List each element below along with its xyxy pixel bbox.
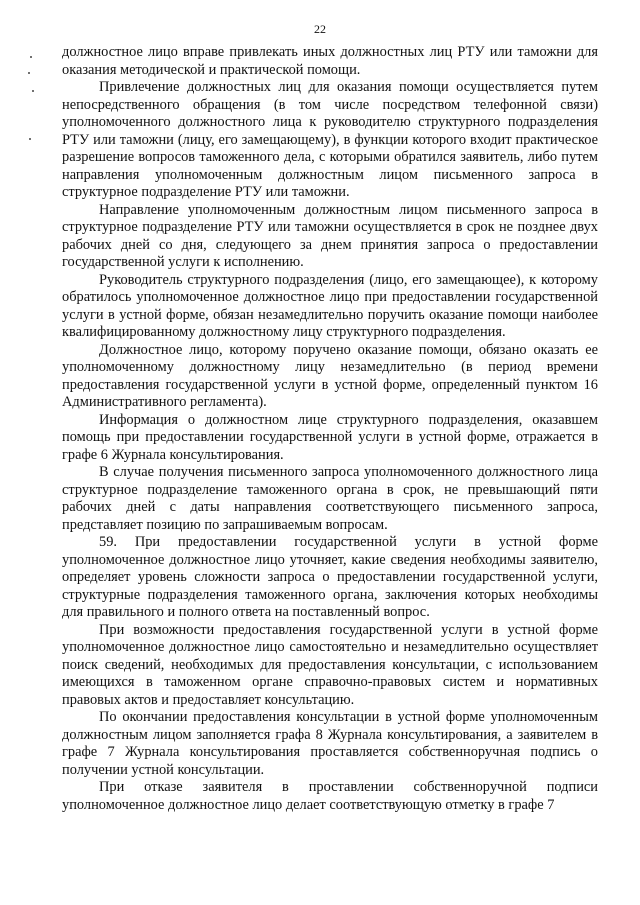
paragraph: Привлечение должностных лиц для оказания помощи осуществляется путем непосредственного обращения (в том числе посредством телефонной связи) уполномоченного должностного лица к руководителю структурного подразделения РТУ или таможни (лицу, его замещающему), в функции которого входит практическое разрешение вопросов таможенного дела, с которыми обратился заявитель, либо путем направления уполномоченным должностным лицом письменного запроса в структурное подразделение РТУ или таможни. (62, 79, 598, 200)
paragraph: При возможности предоставления государственной услуги в устной форме уполномоченное должностное лицо самостоятельно и незамедлительно осуществляет поиск сведений, необходимых для предоставления консультации, с использованием имеющихся в таможенном органе справочно-правовых систем и нормативных правовых актов и предоставляет консультацию. (62, 621, 598, 708)
page-number: 22 (314, 22, 326, 36)
paragraph: По окончании предоставления консультации в устной форме уполномоченным должностным лицом заполняется графа 8 Журнала консультирования, а заявителем в графе 7 Журнала консультирования проставляется собственноручная подпись о получении устной консультации. (62, 709, 598, 778)
scan-specks (28, 50, 38, 170)
paragraph: В случае получения письменного запроса уполномоченного должностного лица структурное подразделение таможенного органа в срок, не превышающий пяти рабочих дней с даты направления соответствующего письменного запроса, представляет позицию по запрашиваемым вопросам. (62, 464, 598, 533)
paragraph: Руководитель структурного подразделения (лицо, его замещающее), к которому обратилось уполномоченное должностное лицо при предоставлении государственной услуги в устной форме, обязан незамедлительно поручить оказание помощи наиболее квалифицированному должностному лицу структурного подразделения. (62, 271, 598, 340)
paragraph: При отказе заявителя в проставлении собственноручной подписи уполномоченное должностное лицо делает соответствующую отметку в графе 7 (62, 779, 598, 813)
paragraph: Должностное лицо, которому поручено оказание помощи, обязано оказать ее уполномоченному должностному лицу незамедлительно (в период времени предоставления государственной услуги в устной форме, определенный пунктом 16 Административного регламента). (62, 341, 598, 410)
paragraph: Направление уполномоченным должностным лицом письменного запроса в структурное подразделение РТУ или таможни осуществляется в срок не позднее двух рабочих дней со дня, следующего за днем принятия запроса о предоставлении государственной услуги к исполнению. (62, 201, 598, 270)
paragraph: Информация о должностном лице структурного подразделения, оказавшем помощь при предоставлении государственной услуги в устной форме, отражается в графе 6 Журнала консультирования. (62, 411, 598, 463)
paragraph: должностное лицо вправе привлекать иных должностных лиц РТУ или таможни для оказания методической и практической помощи. (62, 44, 598, 78)
paragraph-item-59: 59. При предоставлении государственной услуги в устной форме уполномоченное должностное лицо уточняет, какие сведения необходимы заявителю, определяет уровень сложности запроса о предоставлении государственной услуги, структурные подразделения таможенного органа, заключения которых необходимы для правильного и полного ответа на поставленный вопрос. (62, 534, 598, 620)
document-body (62, 44, 598, 814)
